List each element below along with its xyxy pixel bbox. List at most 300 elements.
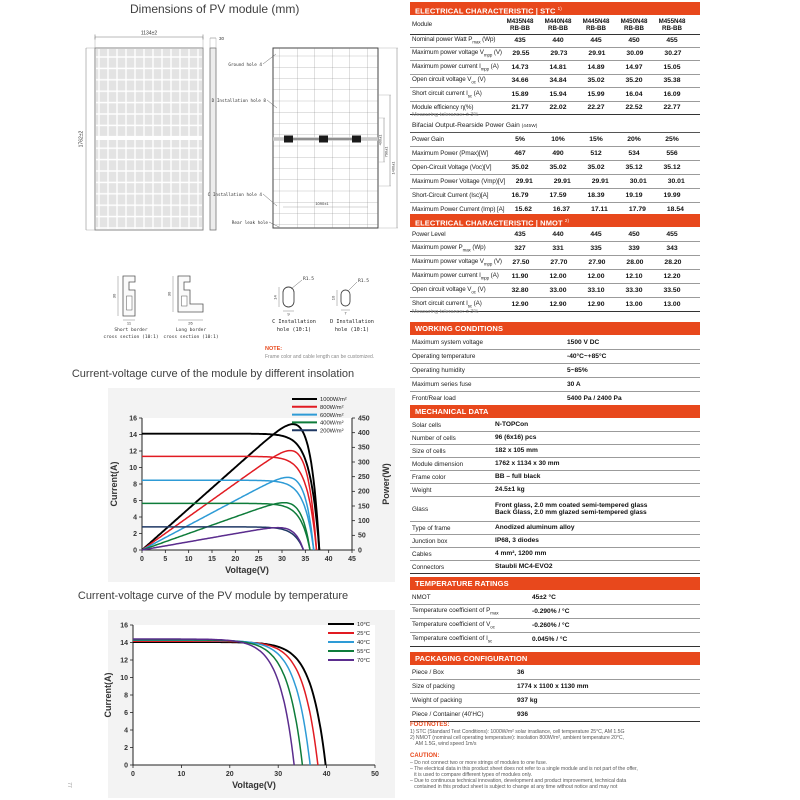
cell-value: 24.5±1 kg [495,486,525,494]
cell-value: 335 [590,245,602,252]
dimensions-title: Dimensions of PV module (mm) [130,2,300,16]
table-row [410,228,700,242]
y2-axis-label: Power(W) [381,463,391,505]
row-label: Glass [412,505,429,513]
label-c-radius: R1.5 [303,277,315,282]
label-long-border-2: cross section (10:1) [163,335,219,340]
cell-value: 16.04 [625,90,643,98]
cell-value: 1762 x 1134 x 30 mm [495,460,560,468]
caution-line: it is used to compare different types of modules only. [410,772,533,779]
x-tick-label: 10 [177,771,186,778]
footnote-title: FOOTNOTES: [410,722,450,728]
legend-label: 800W/m² [320,405,344,411]
cell-value: 27.90 [588,259,606,266]
cell-value: 33.30 [625,287,643,294]
chart1-title: Current-voltage curve of the module by different insolation [71,368,355,380]
cell-value: Front glass, 2.0 mm coated semi-tempered glass Back Glass, 2.0 mm glazed semi-tempered glass [495,501,648,516]
table-row [410,535,700,548]
cell-value: 343 [666,245,678,252]
dim-400: 400±1 [377,134,383,146]
cell-value: 15.94 [549,90,567,98]
dim-d-width: 7 [344,310,347,316]
y-tick-label: 8 [133,481,137,489]
y-tick-label: 16 [120,622,128,630]
cross-sections [103,276,218,340]
y-tick-label: 8 [124,692,128,700]
cell-value: 30.01 [629,178,647,185]
dim-front-width: 1134±2 [140,30,158,37]
row-label: Piece / Box [412,669,444,676]
table-row [410,497,700,522]
cell-value: 28.00 [626,259,644,266]
y-tick-label: 12 [129,448,137,456]
x-axis-label: Voltage(V) [225,565,269,575]
footnotes [410,722,700,747]
cell-value: 16.79 [511,192,529,199]
cell-value: 5400 Pa / 2400 Pa [567,394,622,402]
table-row [410,175,700,189]
x-tick-label: 40 [322,771,331,778]
table-row [410,75,700,89]
cell-value: 21.77 [511,104,529,112]
table-row [410,378,700,392]
caution-line: – The electrical data in this product sheet does not refer to a single module and is not part of the offer, [410,766,638,773]
cell-value: 490 [552,150,564,157]
caution-line: – Due to continuous technical innovation, development and product improvement, technical data [410,778,627,785]
cell-value: 512 [590,150,602,157]
dim-cs-height: 30 [111,293,117,299]
iv-temperature-chart [20,608,405,800]
x-tick-label: 15 [208,556,216,563]
cell-value: 12.20 [663,273,681,280]
y-tick-label: 16 [129,415,137,423]
table-row [410,591,700,605]
table-row [410,336,700,350]
y2-tick-label: 150 [358,503,370,511]
cell-value: N-TOPCon [495,421,529,429]
dim-1400: 1400±1 [390,161,396,175]
y2-tick-label: 350 [358,444,370,452]
cell-value: 32.80 [511,287,529,294]
cell-value: 10% [551,136,565,143]
table-row [410,708,700,722]
module-name: M435N48 RB-BB [506,17,534,32]
row-label: NMOT [412,594,431,601]
tolerance-note: Measuring tolerance: ± 3% [412,309,479,315]
cell-value: 15.99 [587,90,605,98]
dim-front-height: 1762±2 [78,130,85,148]
y2-tick-label: 0 [358,547,362,555]
row-label: Temperature coefficient of $V_{oc}$ [412,621,495,630]
cell-value: 29.91 [515,178,533,185]
table-row [410,161,700,175]
cell-value: 30.09 [626,50,644,58]
junction-box [319,136,328,143]
note-block [265,346,374,360]
module-name: M440N48 RB-BB [544,17,572,32]
cell-value: 35.02 [587,77,605,85]
dim-cs-height-2: 30 [166,291,172,297]
row-label: Piece / Container (40'HC) [412,711,484,718]
spec-tables [410,0,700,800]
cell-value: 16.09 [663,90,681,98]
y-tick-label: 6 [133,497,137,505]
cell-value: 534 [628,150,640,157]
row-label: Module efficiency η(%) [412,104,474,112]
x-tick-label: 45 [348,556,356,563]
x-axis-label: Voltage(V) [232,780,276,790]
row-label: Maximum power current $I_{mpp}$ (A) [412,272,499,281]
table-row [410,88,700,102]
row-label: Type of frame [412,524,451,532]
legend-label: 70°C [357,658,370,665]
cell-value: 450 [628,36,640,44]
nmot-table [410,228,700,312]
cell-value: 12.90 [587,301,605,308]
legend-label: 25°C [357,631,370,638]
table-row [410,242,700,256]
label-d-hole-2: hole (10:1) [334,327,370,333]
row-label: Number of cells [412,434,456,442]
cell-value: 30.01 [667,178,685,185]
table-row [410,34,700,48]
y-tick-label: 2 [124,744,128,752]
y-tick-label: 2 [133,530,137,538]
label-c-hole-2: hole (10:1) [276,327,312,333]
y2-tick-label: 250 [358,474,370,482]
cell-value: 12.10 [625,273,643,280]
y2-tick-label: 50 [358,532,366,540]
cell-value: 29.55 [512,50,530,58]
legend-label: 10°C [357,622,370,629]
cell-value: 0.045% / °C [532,635,568,643]
x-tick-label: 25 [254,556,263,563]
cell-value: 19.19 [625,192,643,199]
hole-details [272,276,374,333]
packaging-table [410,666,700,722]
cell-value: 440 [552,231,564,238]
row-label: Junction box [412,537,448,545]
table-row [410,270,700,284]
side-view [210,36,225,230]
cell-value: 5% [515,136,525,143]
section-header-working: WORKING CONDITIONS [410,322,700,335]
y-axis-label: Current(A) [109,461,119,507]
cell-value: 937 kg [517,696,538,704]
y2-tick-label: 450 [358,415,370,423]
x-tick-label: 35 [301,556,310,563]
legend-label: 55°C [357,649,370,656]
table-row [410,458,700,471]
y-tick-label: 10 [120,674,128,682]
cell-value: 30 A [567,380,581,388]
row-label: Maximum power current $I_{mpp}$ (A) [412,62,499,72]
cell-value: 35.12 [663,164,681,171]
row-label: Maximum power $P_{max}$ (Wp) [412,244,486,253]
cell-value: 11.90 [511,273,529,280]
cell-value: 455 [666,231,678,238]
x-tick-label: 10 [184,556,193,563]
row-label: Temperature coefficient of $I_{sc}$ [412,635,493,644]
table-row [410,392,700,406]
cell-value: 34.84 [549,77,567,85]
table-row [410,61,700,75]
row-label: Temperature coefficient of $P_{max}$ [412,607,499,616]
row-label: Maximum system voltage [412,339,484,346]
dimension-drawing [0,0,405,385]
caution-line: contained in this product sheet is subject to change at any time without notice and may not [410,784,618,791]
y-tick-label: 0 [133,547,137,555]
cell-value: 15.89 [511,90,529,98]
table-row [410,548,700,561]
table-row [410,561,700,574]
row-label: Front/Rear load [412,395,456,402]
cell-value: 15.05 [663,63,681,71]
row-label: Short-Circuit Current (Isc)[A] [412,192,489,199]
label-short-border-2: cross section (10:1) [103,335,159,340]
section-header-nmot: ELECTRICAL CHARACTERISTIC | NMOT $^{2)}$ [410,214,700,227]
cell-value: 13.00 [663,301,681,308]
label-d-radius: R1.5 [358,279,370,284]
cell-value: 4 mm², 1200 mm [495,550,547,558]
cell-value: 27.70 [550,259,568,266]
row-label: Solar cells [412,421,442,429]
x-tick-label: 0 [140,556,144,563]
front-view [79,31,204,231]
caution-title: CAUTION: [410,753,440,759]
cell-value: 29.91 [591,178,609,185]
dim-c-width: 9 [287,311,290,317]
module-name: M450N48 RB-BB [620,17,648,32]
bifacial-table [410,132,700,217]
dim-d-height: 10 [330,295,336,301]
table-row [410,522,700,535]
cell-value: 445 [590,231,602,238]
table-row [410,419,700,432]
cell-value: 17.11 [591,206,608,213]
junction-box [284,136,293,143]
x-tick-label: 40 [324,556,333,563]
row-label: Power Gain [412,136,444,143]
y-tick-label: 14 [120,639,128,647]
cell-value: 440 [552,36,564,44]
table-row [410,147,700,161]
cell-value: 27.50 [512,259,530,266]
cell-value: 556 [666,150,678,157]
cell-value: 1500 V DC [567,338,600,346]
table-row [410,284,700,298]
cell-value: 435 [514,231,526,238]
cell-value: 17.59 [549,192,567,199]
y-tick-label: 14 [129,431,137,439]
cell-value: 45±2 °C [532,593,556,601]
table-row [410,605,700,619]
cell-value: 331 [552,245,564,252]
y-tick-label: 12 [120,657,128,665]
row-label: Nominal power Watt $P_{max}$ (Wp) [412,35,496,45]
cell-value: 450 [628,231,640,238]
cell-value: 35.20 [625,77,643,85]
row-label: Weight of packing [412,697,462,704]
cell-value: 182 x 105 mm [495,447,538,455]
cell-value: 12.00 [587,273,605,280]
table-row [410,364,700,378]
y-tick-label: 10 [129,464,137,472]
x-tick-label: 0 [131,771,135,778]
bifacial-title: Bifacial Output-Rearside Power Gain (445W) [412,122,538,129]
row-label: Open circuit voltage $V_{oc}$ (V) [412,286,486,295]
label-d-hole: D Installation [330,319,374,325]
working-conditions-table [410,336,700,406]
cell-value: 35.02 [511,164,529,171]
cell-value: -0.290% / °C [532,607,570,615]
dim-1090: 1090±1 [315,201,329,206]
table-row [410,619,700,633]
y-tick-label: 0 [124,762,128,770]
row-label: Operating humidity [412,367,465,374]
row-label: Maximum power voltage $V_{mpp}$ (V) [412,49,502,58]
table-row [410,133,700,147]
cell-value: 30.27 [664,50,682,58]
x-tick-label: 30 [274,771,283,778]
x-tick-label: 30 [278,556,286,563]
caution [410,753,700,790]
y-tick-label: 4 [133,514,137,522]
x-tick-label: 20 [231,556,240,563]
cell-value: 35.12 [625,164,643,171]
x-tick-label: 20 [225,771,234,778]
cell-value: 35.02 [587,164,605,171]
cell-value: 435 [514,36,526,44]
cell-value: 15.62 [514,206,532,213]
row-label: Connectors [412,563,445,571]
cell-value: 19.99 [663,192,681,199]
cell-value: 1774 x 1100 x 1130 mm [517,682,589,690]
table-row [410,471,700,484]
back-view [208,48,398,228]
section-header-mechanical: MECHANICAL DATA [410,405,700,418]
chart2-title: Current-voltage curve of the PV module by temperature [77,590,349,602]
cell-value: Anodized aluminum alloy [495,524,575,532]
cell-value: 936 [517,710,529,718]
cell-value: 22.77 [663,104,681,112]
tolerance-note: Measuring tolerance: ± 3% [412,112,479,118]
dim-790: 790±1 [383,146,389,158]
module-name: M455N48 RB-BB [658,17,686,32]
cell-value: 17.79 [628,206,646,213]
cell-value: 16.37 [552,206,570,213]
table-row [410,350,700,364]
row-label: Maximum Power Current (Imp) [A] [412,206,505,213]
cell-value: 327 [514,245,526,252]
junction-box [352,136,361,143]
cell-value: 36 [517,668,525,676]
table-row [410,484,700,497]
cell-value: 12.90 [549,301,567,308]
label-ground-hole: Ground hole 4 [228,63,262,68]
cell-value: 12.00 [549,273,567,280]
table-row [410,680,700,694]
plot-area [142,418,352,550]
cell-value: 12.90 [511,301,529,308]
row-label: Size of cells [412,447,446,455]
cell-value: 35.02 [549,164,567,171]
table-row [410,256,700,270]
cell-value: 339 [628,245,640,252]
cell-value: 13.00 [625,301,643,308]
row-label: Power Level [412,231,446,238]
cell-value: 22.52 [625,104,643,112]
legend-label: 1000W/m² [320,397,347,404]
label-c-hole: C Installation [272,319,316,325]
table-row [410,633,700,647]
section-header-packaging: PACKAGING CONFIGURATION [410,652,700,665]
plot-area [133,625,375,765]
cell-value: 14.73 [511,63,529,71]
label-c-installation-hole: C Installation hole 4 [207,193,262,198]
cell-value: -40°C~+85°C [567,352,607,360]
cell-value: 29.91 [553,178,571,185]
cell-value: 35.38 [663,77,681,85]
row-label: Open circuit voltage $V_{oc}$ (V) [412,76,486,85]
table-row [410,432,700,445]
row-label: Open-Circuit Voltage (Voc)[V] [412,164,492,171]
y2-tick-label: 200 [358,488,370,496]
note-title: NOTE: [265,346,283,352]
row-label: Short circuit current $I_{sc}$ (A) [412,89,482,99]
iv-insolation-chart [20,385,405,585]
cell-value: 22.27 [587,104,605,112]
row-label: Maximum series fuse [412,381,472,388]
cell-value: 15% [589,136,603,143]
dim-thickness: 30 [219,36,225,41]
legend-label: 600W/m² [320,412,344,419]
row-label: Frame color [412,473,446,481]
cell-value: 20% [627,136,641,143]
x-tick-label: 50 [371,771,379,778]
table-row [410,694,700,708]
table-row [410,666,700,680]
section-header-temperature: TEMPERATURE RATINGS [410,577,700,590]
legend-label: 200W/m² [320,428,344,435]
row-label: Module [412,21,433,28]
cell-value: 25% [665,136,679,143]
footnote-line: 2) NMOT (nominal cell operating temperature): insolation 800W/m², ambient temperature 20°C, [410,735,624,742]
row-label: Weight [412,486,432,494]
mechanical-data-table [410,419,700,574]
note-text: Frame color and cable length can be customized. [265,354,375,360]
cell-value: 29.91 [588,50,606,58]
row-label: Size of packing [412,683,455,690]
dim-cs-long-width: 26 [188,320,193,326]
x-tick-label: 5 [163,556,168,563]
cell-value: 445 [590,36,602,44]
row-label: Short circuit current $I_{sc}$ (A) [412,300,482,309]
cell-value: 33.10 [587,287,605,294]
cell-value: 467 [514,150,526,157]
label-long-border: Long border [175,328,207,333]
legend-label: 400W/m² [320,420,344,427]
y-tick-label: 4 [124,727,128,735]
table-row [410,189,700,203]
label-rear-leak-hole: Rear leak hole [231,221,268,226]
cell-value: 33.50 [663,287,681,294]
module-name: M445N48 RB-BB [582,17,610,32]
cell-value: 22.02 [549,104,567,112]
cell-value: 18.54 [666,206,684,213]
y2-tick-label: 400 [358,430,370,438]
row-label: Maximum Power Voltage (Vmp)[V] [412,178,506,185]
